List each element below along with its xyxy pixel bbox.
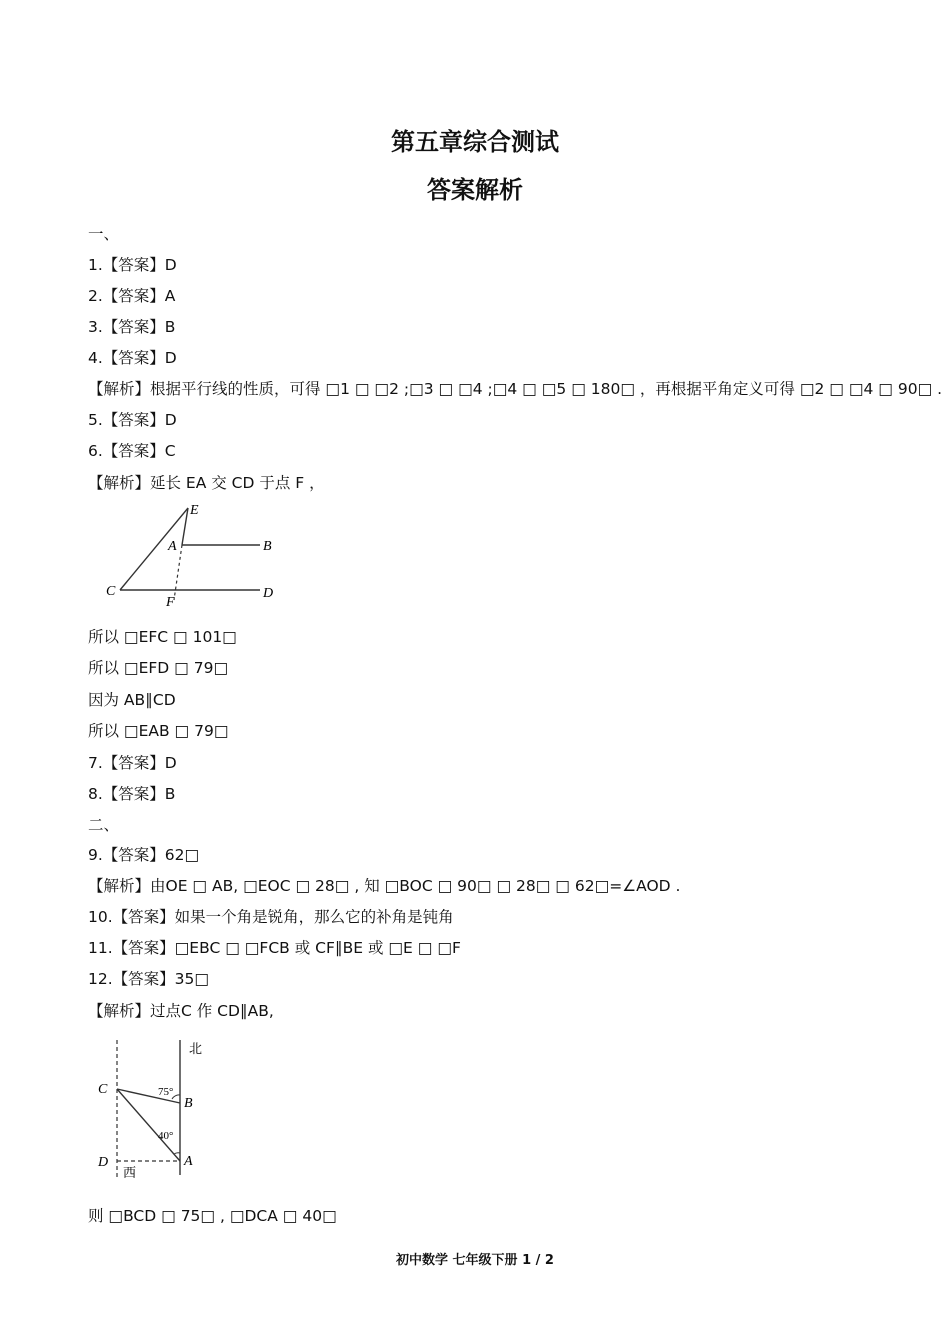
page-footer: 初中数学 七年级下册 1 / 2	[396, 1253, 554, 1268]
explanation-line: 因为 AB∥CD	[88, 691, 176, 709]
answer-line: 5.【答案】D	[88, 411, 177, 429]
section-heading-two: 二、	[88, 816, 120, 834]
label-a: A	[184, 1154, 193, 1169]
explanation-line: 【解析】根据平行线的性质，可得 □1 □ □2 ;□3 □ □4 ;□4 □ □5 □ 180□ ，再根据平角定义可得 □2 □ □4 □ 90□ .	[88, 380, 943, 398]
answer-line: 9.【答案】62□	[88, 846, 200, 864]
page-title: 第五章综合测试	[391, 128, 559, 156]
answer-line: 2.【答案】A	[88, 287, 176, 305]
answer-line: 4.【答案】D	[88, 349, 177, 367]
label-c: C	[98, 1082, 108, 1097]
angle-arc-40	[174, 1153, 180, 1154]
label-b: B	[263, 539, 272, 554]
explanation-line: 【解析】由OE □ AB, □EOC □ 28□ , 知 □BOC □ 90□ □ 28□ □ 62□=∠AOD .	[88, 877, 681, 895]
figure-parallel-lines	[100, 500, 290, 610]
explanation-line: 则 □BCD □ 75□ , □DCA □ 40□	[88, 1207, 337, 1225]
answer-line: 6.【答案】C	[88, 442, 176, 460]
explanation-line: 【解析】过点C 作 CD∥AB,	[88, 1002, 274, 1020]
label-north: 北	[189, 1041, 203, 1056]
explanation-line: 所以 □EFD □ 79□	[88, 659, 229, 677]
answer-line: 3.【答案】B	[88, 318, 176, 336]
figure-direction	[92, 1035, 217, 1185]
label-a: A	[168, 539, 177, 554]
answer-line: 10.【答案】如果一个角是锐角，那么它的补角是钝角	[88, 908, 454, 926]
explanation-line: 所以 □EFC □ 101□	[88, 628, 237, 646]
answer-line: 7.【答案】D	[88, 754, 177, 772]
label-angle-40: 40°	[158, 1130, 174, 1142]
page-subtitle: 答案解析	[427, 176, 523, 204]
explanation-line: 【解析】延长 EA 交 CD 于点 F ，	[88, 474, 325, 492]
label-b: B	[184, 1096, 193, 1111]
label-f: F	[166, 595, 175, 610]
explanation-line: 所以 □EAB □ 79□	[88, 722, 229, 740]
answer-line: 8.【答案】B	[88, 785, 176, 803]
label-e: E	[190, 503, 199, 518]
line-ca	[117, 1089, 180, 1161]
answer-line: 1.【答案】D	[88, 256, 177, 274]
section-heading-one: 一、	[88, 225, 120, 243]
label-c: C	[106, 584, 116, 599]
label-angle-75: 75°	[158, 1086, 174, 1098]
answer-line: 12.【答案】35□	[88, 970, 210, 988]
label-d: D	[98, 1155, 109, 1170]
label-west: 西	[123, 1165, 137, 1180]
label-d: D	[263, 586, 274, 601]
answer-line: 11.【答案】□EBC □ □FCB 或 CF∥BE 或 □E □ □F	[88, 939, 461, 957]
